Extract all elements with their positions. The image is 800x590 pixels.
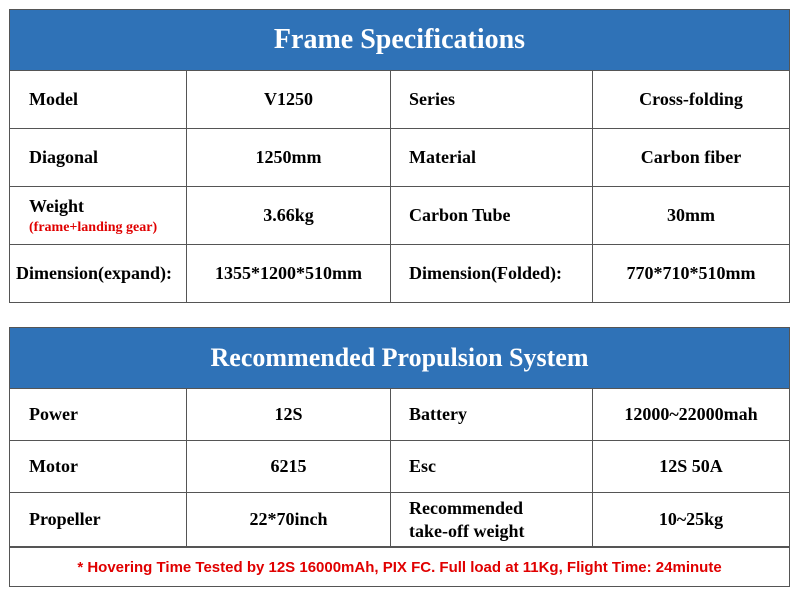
propulsion-system-table [9, 327, 790, 587]
propulsion-system-title: Recommended Propulsion System [10, 328, 789, 389]
value-diagonal: 1250mm [187, 129, 391, 186]
label-model: Model [10, 71, 187, 128]
takeoff-weight-line-2: take-off weight [409, 520, 525, 541]
value-series: Cross-folding [639, 89, 743, 109]
table-row [10, 187, 789, 245]
label-motor: Motor [10, 441, 187, 492]
value-propeller: 22*70inch [187, 493, 391, 546]
label-propeller: Propeller [10, 493, 187, 546]
value-dimension-folded: 770*710*510mm [626, 263, 756, 283]
frame-specifications-table [9, 9, 790, 303]
table-row [10, 389, 789, 441]
frame-specifications-title: Frame Specifications [10, 10, 789, 71]
value-material: Carbon fiber [640, 147, 742, 167]
value-carbon-tube: 30mm [667, 205, 715, 225]
table-row [10, 245, 789, 302]
label-weight: Weight [29, 195, 85, 216]
label-material: Material [391, 129, 593, 186]
value-takeoff-weight: 10~25kg [658, 509, 724, 529]
value-power: 12S [187, 389, 391, 440]
table-row [10, 129, 789, 187]
label-weight-cell [10, 187, 187, 244]
table-row [10, 441, 789, 493]
value-weight: 3.66kg [187, 187, 391, 244]
table-row [10, 71, 789, 129]
label-takeoff-weight [391, 493, 593, 546]
label-dimension-expand: Dimension(expand): [10, 245, 187, 302]
label-esc: Esc [391, 441, 593, 492]
value-dimension-expand: 1355*1200*510mm [187, 245, 391, 302]
takeoff-weight-line-1: Recommended [409, 497, 523, 518]
table-row [10, 493, 789, 547]
value-model: V1250 [187, 71, 391, 128]
weight-note: (frame+landing gear) [29, 219, 158, 235]
label-diagonal: Diagonal [10, 129, 187, 186]
label-series: Series [391, 71, 593, 128]
value-battery: 12000~22000mah [624, 404, 758, 424]
value-esc: 12S 50A [659, 456, 723, 476]
label-dimension-folded: Dimension(Folded): [391, 245, 593, 302]
hovering-time-note: * Hovering Time Tested by 12S 16000mAh, PIX FC. Full load at 11Kg, Flight Time: 24minute [10, 547, 789, 586]
label-battery: Battery [391, 389, 593, 440]
label-power: Power [10, 389, 187, 440]
value-motor: 6215 [187, 441, 391, 492]
label-carbon-tube: Carbon Tube [391, 187, 593, 244]
